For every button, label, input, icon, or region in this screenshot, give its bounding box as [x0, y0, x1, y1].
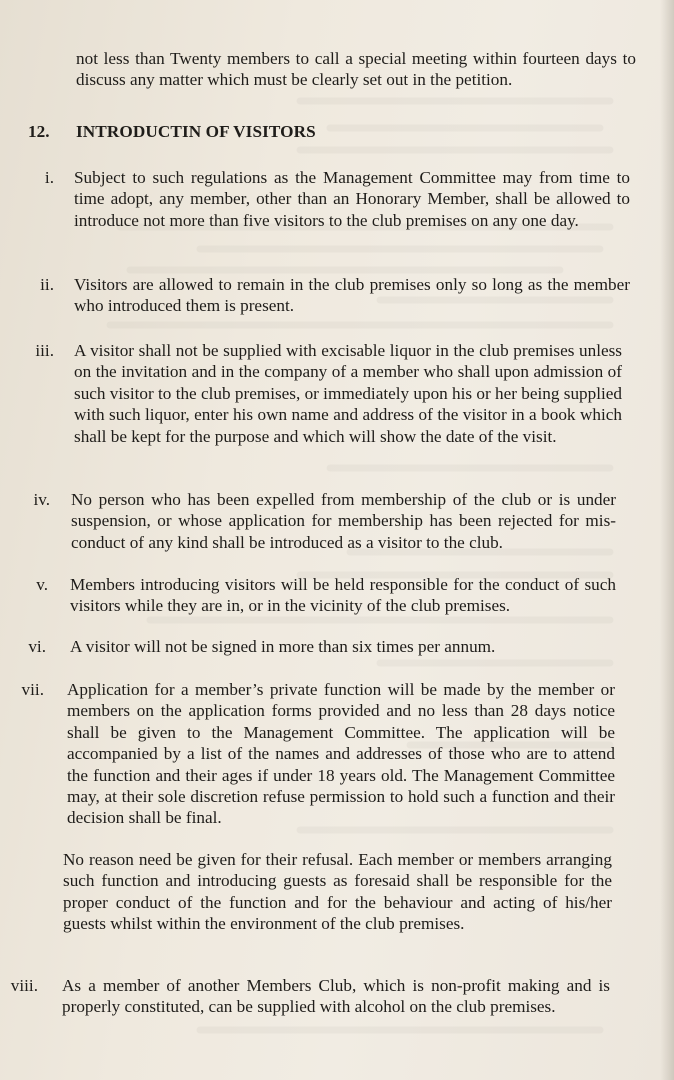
item-vii-followup-paragraph — [63, 849, 612, 935]
item-vii-text: Application for a member’s private function will be made by the member or members on the application forms provided and no less than 28 days notice shall be given to the Management Committee. The application will be accompanied by a list of the names and addresses of those who are to attend the function and their ages if under 18 years old. The Management Committee may, at their sole discretion refuse permission to hold such a function and their decision shall be final. — [67, 680, 615, 828]
item-numeral-ii: ii. — [40, 275, 54, 294]
section-number: 12. — [28, 122, 50, 141]
item-numeral-iii: iii. — [35, 341, 54, 360]
item-iv-paragraph — [71, 489, 616, 553]
item-numeral-i: i. — [44, 168, 54, 187]
item-numeral-iv: iv. — [33, 490, 50, 509]
item-viii-paragraph — [62, 975, 610, 1018]
item-ii-text: Visitors are allowed to remain in the club premises only so long as the member who introduced them is present. — [74, 275, 630, 316]
item-i-text: Subject to such regulations as the Management Committee may from time to time adopt, any member, other than an Honorary Member, shall be allowed to introduce not more than five visitors to the club premises on any one day. — [74, 168, 630, 230]
item-numeral-vi: vi. — [28, 637, 46, 656]
item-vii-followup-text: No reason need be given for their refusal. Each member or members arranging such function and introducing guests as foresaid shall be responsible for the proper conduct of the function and for the behaviour and acting of his/her guests whilst within the environment of the club premises. — [63, 850, 612, 934]
item-iv-text: No person who has been expelled from membership of the club or is under suspension, or whose application for membership has been rejected for mis-conduct of any kind shall be introduced as a visitor to the club. — [71, 490, 616, 552]
item-numeral-vii: vii. — [21, 680, 44, 699]
item-viii-text: As a member of another Members Club, which is non-profit making and is properly constituted, can be supplied with alcohol on the club premises. — [62, 976, 610, 1017]
intro-continuation-paragraph — [76, 48, 636, 91]
item-iii-text: A visitor shall not be supplied with excisable liquor in the club premises unless on the invitation and in the company of a member who shall upon admission of such visitor to the club premises, or immediately upon his or her being supplied with such liquor, enter his own name and address of the visitor in a book which shall be kept for the purpose and which will show the date of the visit. — [74, 341, 622, 446]
item-iii-paragraph — [74, 340, 622, 447]
item-i-paragraph — [74, 167, 630, 231]
section-title: INTRODUCTIN OF VISITORS — [76, 122, 316, 141]
item-vi-text: A visitor will not be signed in more than six times per annum. — [70, 637, 496, 656]
item-vi-paragraph — [70, 636, 616, 657]
item-vii-paragraph — [67, 679, 615, 829]
item-numeral-v: v. — [36, 575, 48, 594]
item-v-text: Members introducing visitors will be held responsible for the conduct of such visitors while they are in, or in the vicinity of the club premises. — [70, 575, 616, 616]
intro-continuation-text: not less than Twenty members to call a special meeting within fourteen days to discuss any matter which must be clearly set out in the petition. — [76, 49, 636, 90]
item-ii-paragraph — [74, 274, 630, 317]
page-edge-shadow — [660, 0, 674, 1080]
item-v-paragraph — [70, 574, 616, 617]
item-numeral-viii: viii. — [10, 976, 38, 995]
